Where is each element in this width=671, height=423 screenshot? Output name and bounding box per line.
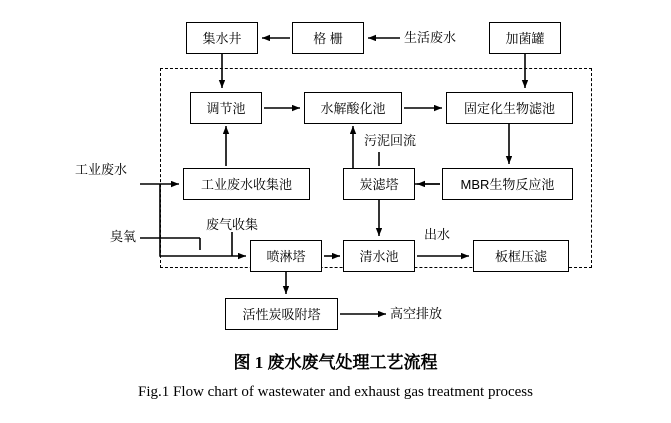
label-text: 废气收集 [206,217,259,232]
node-bacteria-tank [489,22,561,54]
node-label: 炭滤塔 [359,176,399,192]
label-sludge-return [364,134,416,147]
node-industrial-wastewater-collection-tank [183,168,310,200]
node-clean-water-tank [343,240,415,272]
node-label: 水解酸化池 [320,100,386,116]
node-regulating-tank [190,92,262,124]
node-label: 喷淋塔 [266,248,306,264]
node-plate-frame-filter-press [473,240,569,272]
node-label: 集水井 [202,30,242,46]
figure-caption-cn-text: 图 1 废水废气处理工艺流程 [233,353,438,372]
node-label: 清水池 [359,248,399,264]
node-label: 格 栅 [313,30,343,46]
label-text: 出水 [424,227,451,242]
node-grille [292,22,364,54]
label-text: 污泥回流 [364,133,417,148]
node-carbon-filter-tower [343,168,415,200]
node-label: 活性炭吸附塔 [242,306,321,322]
figure-caption-cn [0,348,671,373]
node-label: 工业废水收集池 [200,176,292,192]
label-ozone [110,230,136,243]
node-label: 加菌罐 [505,30,545,46]
node-collection-well [186,22,258,54]
figure-caption-en [0,384,671,401]
label-text: 工业废水 [75,162,128,177]
node-label: 调节池 [206,100,246,116]
label-text: 臭氧 [110,229,137,244]
label-effluent [424,228,450,241]
label-domestic-wastewater [404,31,456,44]
node-label: MBR生物反应池 [460,176,555,192]
label-high-altitude-discharge [390,307,442,320]
node-label: 板框压滤 [494,248,547,264]
node-immobilized-biofilter [446,92,573,124]
node-activated-carbon-adsorption-tower [225,298,338,330]
label-industrial-wastewater [75,163,127,176]
node-mbr-bioreactor [442,168,573,200]
node-hydrolysis-acidification-tank [304,92,402,124]
figure-caption-en-text: Fig.1 Flow chart of wastewater and exhaust gas treatment process [138,384,533,400]
label-exhaust-gas-collection [206,218,258,231]
label-text: 生活废水 [404,30,457,45]
node-spray-tower [250,240,322,272]
label-text: 高空排放 [390,306,443,321]
node-label: 固定化生物滤池 [463,100,555,116]
